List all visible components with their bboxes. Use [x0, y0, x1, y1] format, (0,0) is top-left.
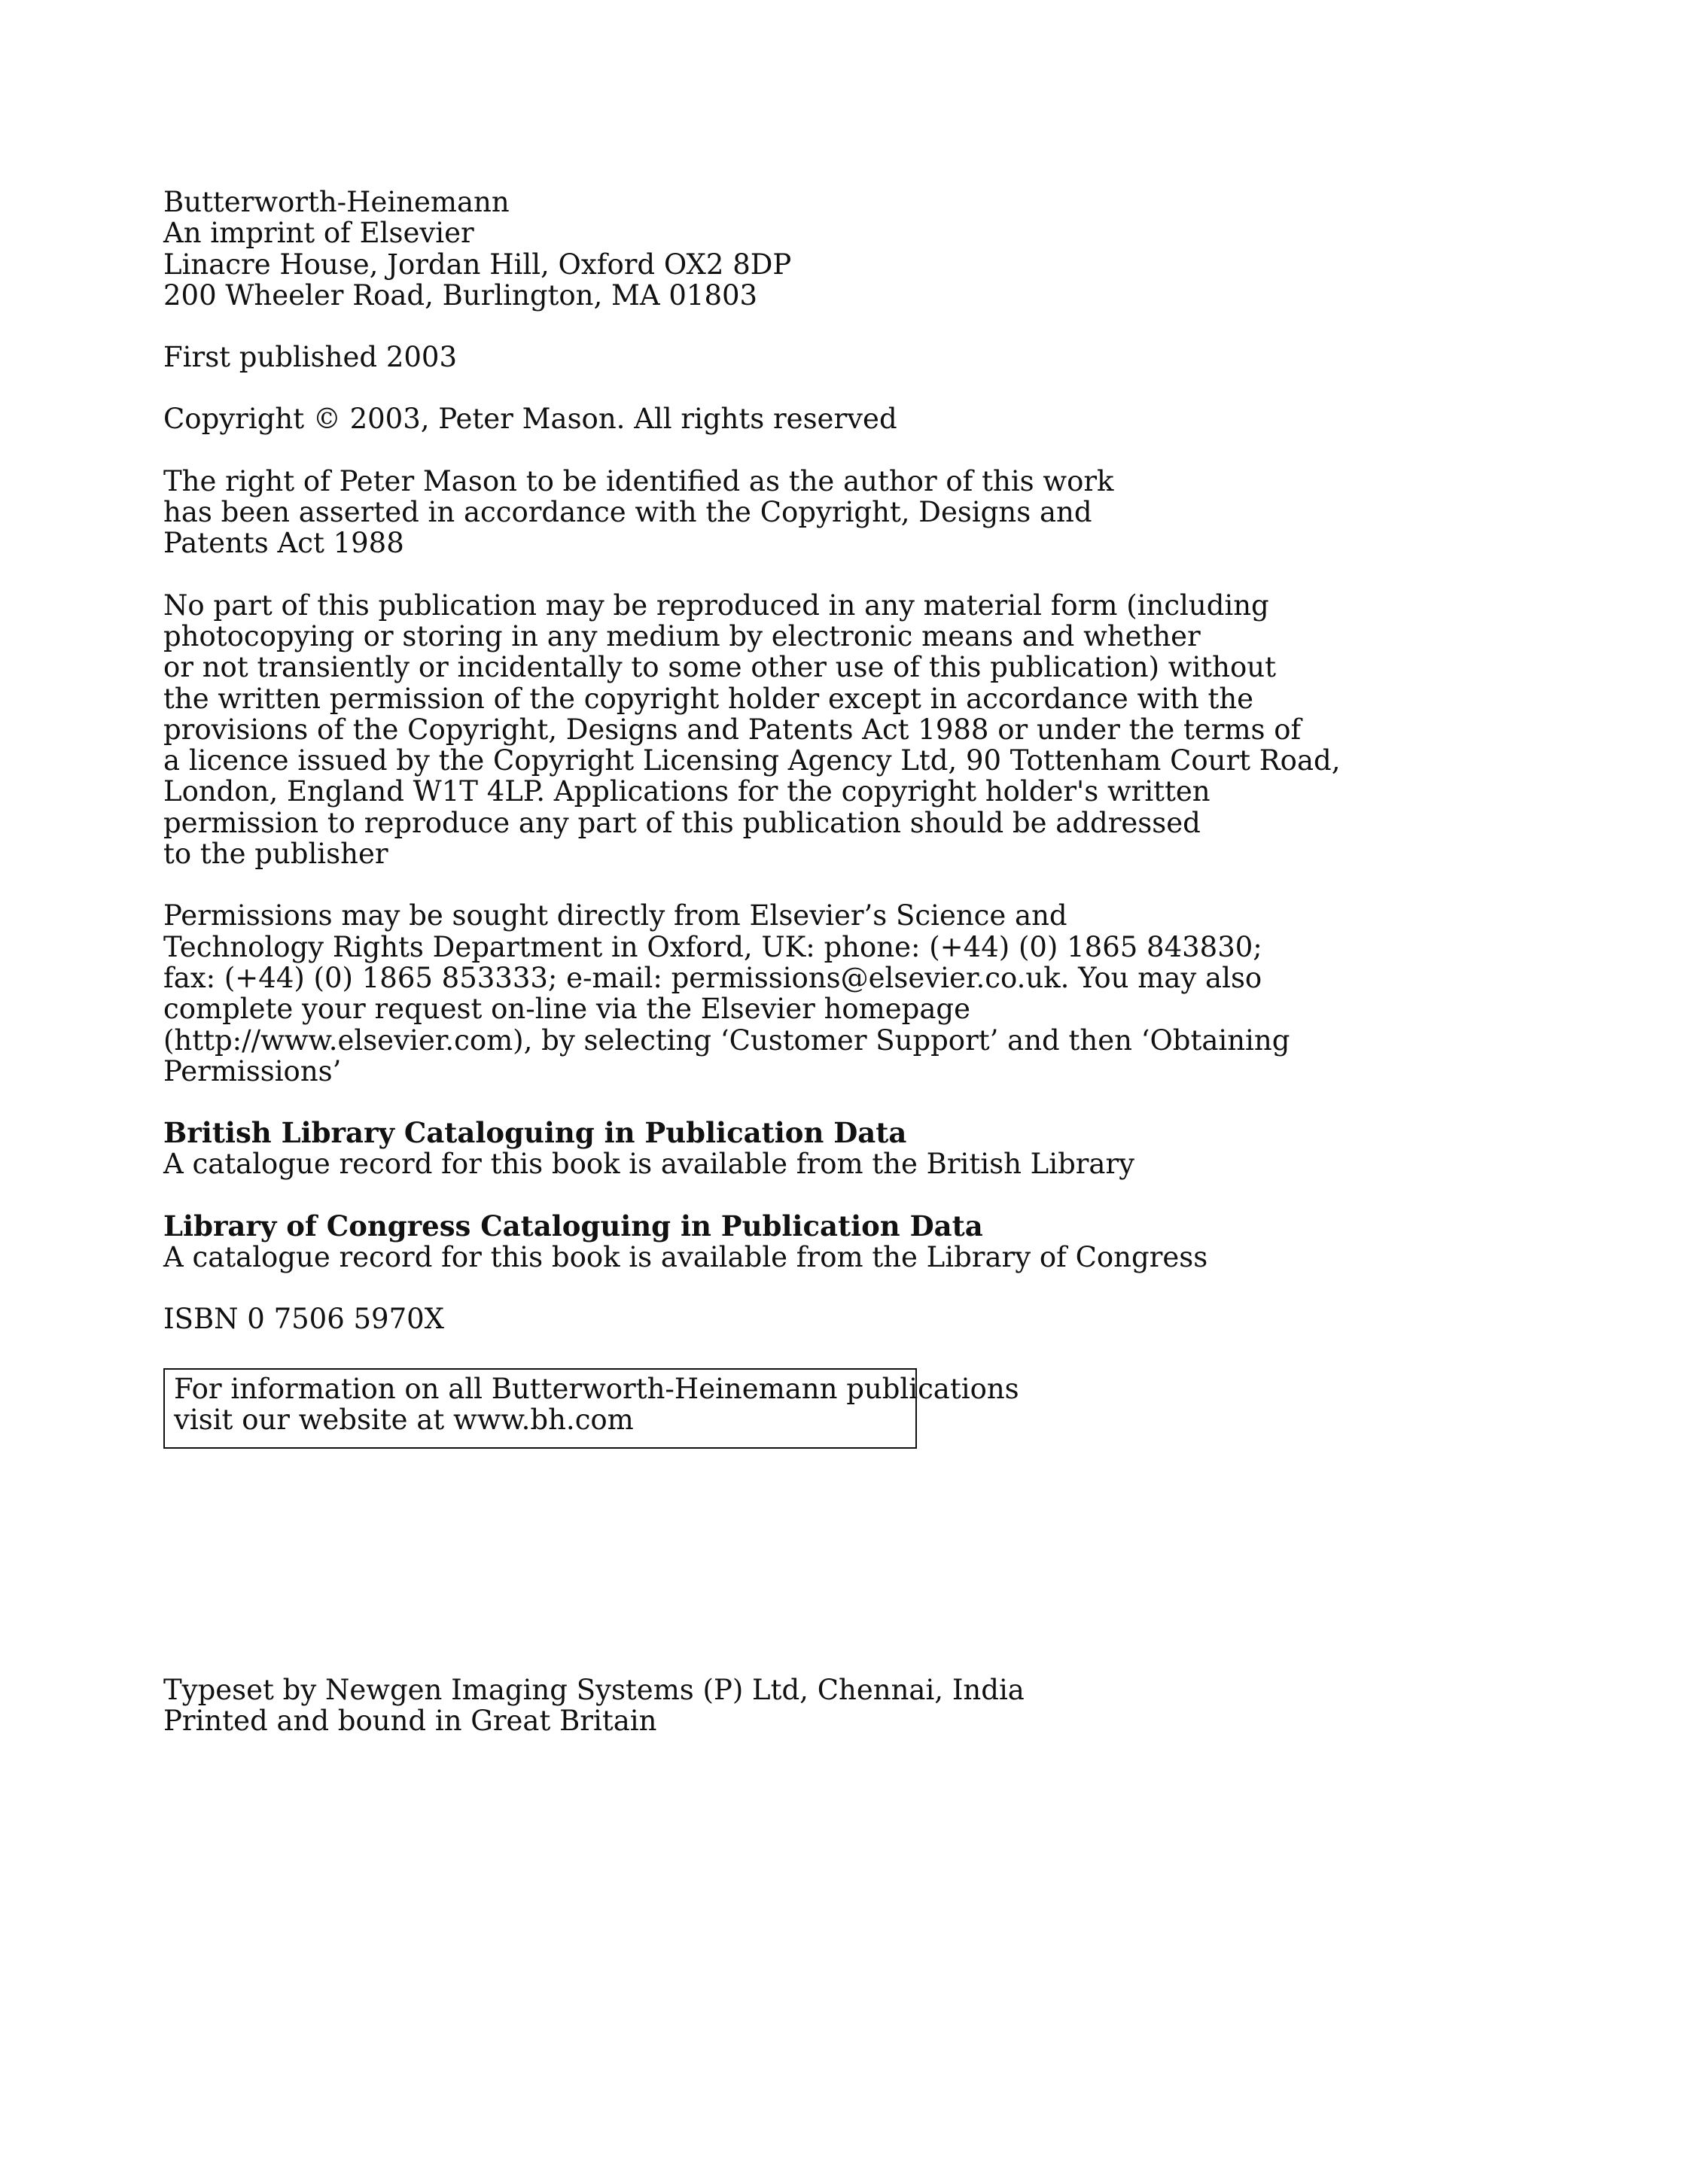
reproduction-line: London, England W1T 4LP. Applications for the copyright holder's written: [163, 775, 1211, 808]
british-library-cataloguing: [163, 1118, 1518, 1180]
permissions-line: complete your request on-line via the Elsevier homepage: [163, 993, 970, 1026]
copyright-page: [163, 187, 1518, 1449]
printed-line: Printed and bound in Great Britain: [163, 1705, 657, 1738]
publisher-name: Butterworth-Heinemann: [163, 186, 510, 218]
typeset-printing-notice: [163, 1675, 1025, 1737]
publisher-imprint: An imprint of Elsevier: [163, 217, 474, 250]
copyright-text: Copyright © 2003, Peter Mason. All rights reserved: [163, 403, 897, 436]
reproduction-notice: [163, 590, 1518, 870]
british-library-heading: British Library Cataloguing in Publication Data: [163, 1116, 907, 1150]
reproduction-line: a licence issued by the Copyright Licensing Agency Ltd, 90 Tottenham Court Road,: [163, 744, 1341, 777]
reproduction-line: photocopying or storing in any medium by electronic means and whether: [163, 619, 1201, 652]
info-box-line: visit our website at www.bh.com: [174, 1403, 634, 1436]
isbn: [163, 1303, 1518, 1334]
typeset-line: Typeset by Newgen Imaging Systems (P) Ltd, Chennai, India: [163, 1674, 1025, 1706]
reproduction-line: or not transiently or incidentally to some other use of this publication) without: [163, 651, 1276, 684]
moral-rights-notice: [163, 466, 1518, 559]
moral-rights-line: The right of Peter Mason to be identified as the author of this work: [163, 464, 1114, 497]
permissions-line: Permissions may be sought directly from Elsevier’s Science and: [163, 899, 1067, 932]
moral-rights-line: Patents Act 1988: [163, 527, 404, 560]
info-box-line: For information on all Butterworth-Heinemann publications: [174, 1372, 1019, 1405]
first-published: [163, 342, 1518, 373]
publisher-address-us: 200 Wheeler Road, Burlington, MA 01803: [163, 278, 758, 312]
library-of-congress-cataloguing: [163, 1211, 1518, 1273]
reproduction-line: No part of this publication may be reproduced in any material form (including: [163, 589, 1269, 622]
isbn-text: ISBN 0 7506 5970X: [163, 1303, 445, 1336]
permissions-line: Technology Rights Department in Oxford, UK: phone: (+44) (0) 1865 843830;: [163, 930, 1262, 963]
moral-rights-line: has been asserted in accordance with the Copyright, Designs and: [163, 496, 1092, 529]
permissions-line: fax: (+44) (0) 1865 853333; e-mail: permissions@elsevier.co.uk. You may also: [163, 961, 1262, 994]
british-library-text: A catalogue record for this book is available from the British Library: [163, 1148, 1135, 1181]
first-published-text: First published 2003: [163, 341, 457, 374]
reproduction-line: permission to reproduce any part of this publication should be addressed: [163, 806, 1201, 839]
publications-info-box: [163, 1368, 1019, 1449]
reproduction-line: the written permission of the copyright holder except in accordance with the: [163, 682, 1254, 715]
permissions-line: (http://www.elsevier.com), by selecting ‘Customer Support’ and then ‘Obtaining: [163, 1024, 1290, 1057]
permissions-notice: [163, 900, 1518, 1087]
library-of-congress-text: A catalogue record for this book is available from the Library of Congress: [163, 1241, 1208, 1274]
copyright-notice: [163, 403, 1518, 434]
permissions-line: Permissions’: [163, 1054, 342, 1087]
reproduction-line: provisions of the Copyright, Designs and Patents Act 1988 or under the terms of: [163, 713, 1302, 746]
library-of-congress-heading: Library of Congress Cataloguing in Publication Data: [163, 1209, 983, 1243]
reproduction-line: to the publisher: [163, 838, 388, 871]
publisher-address-uk: Linacre House, Jordan Hill, Oxford OX2 8DP: [163, 248, 792, 281]
publisher-address: [163, 187, 1518, 311]
